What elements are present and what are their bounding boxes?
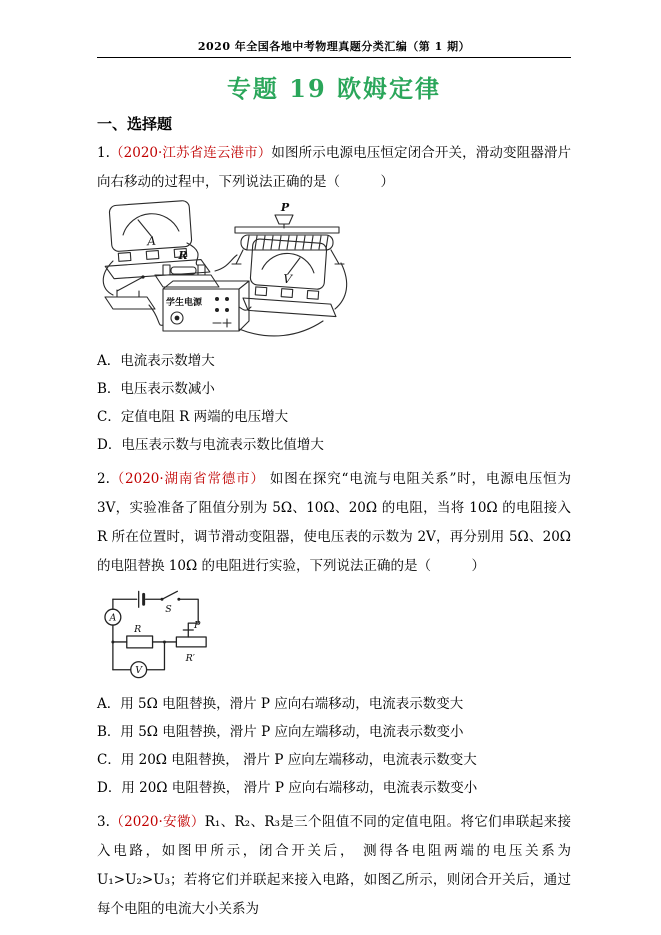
doc-title: 专题 19 欧姆定律 [226,74,442,103]
switch [105,275,155,309]
q2-option-b: B．用 5Ω 电阻替换，滑片 P 应向左端移动，电流表示数变小 [97,724,464,740]
voltmeter-label: V [282,271,293,287]
battery-symbol [139,591,144,607]
question-2-body: 如图在探究“电流与电阻关系”时，电源电压恒为3V，实验准备了阻值分别为 5Ω、10Ω、20Ω 的电阻，当将 10Ω 的电阻接入 R 所在位置时，调节滑动变阻器，使电压表的示数为 2V，再分别用 5Ω、20Ω 的电阻替换 10Ω 的电阻进行实验，下列说法正确的是（ ） [97,471,571,574]
ammeter-label: A [146,233,157,249]
rheostat-r-prime-label: R′ [185,652,195,664]
q1-option-b: B．电压表示数减小 [97,381,215,397]
q2-option-c: C．用 20Ω 电阻替换， 滑片 P 应向左端移动，电流表示数变大 [97,752,477,768]
page-header [97,40,571,54]
q2-circuit-schematic [99,587,223,682]
resistor-r-label: R [134,624,142,636]
question-3-number: 3. [97,814,110,830]
question-1-number: 1. [97,145,110,161]
question-2-text [97,465,571,581]
question-1-figure [99,199,571,343]
question-3-body: R₁、R₂、R₃是三个阻值不同的定值电阻。将它们串联起来接入电路，如图甲所示，闭合开关后， 测得各电阻两端的电压关系为 U₁>U₂>U₃；若将它们并联起来接入电路，如图乙所示，则闭合开关后，通过每个电阻的电流大小关系为 [97,814,571,917]
voltmeter-symbol [131,662,147,678]
q1-circuit-photo [99,199,349,339]
q2-option-d: D．用 20Ω 电阻替换， 滑片 P 应向右端移动，电流表示数变小 [97,780,478,796]
question-3-text [97,808,571,924]
header-divider [97,57,571,58]
rheostat-symbol [176,620,206,664]
question-1-text [97,139,571,197]
power-supply [163,281,249,331]
question-3-source: （2020·安徽） [109,814,205,830]
question-1-options [97,347,571,459]
slider-p-label: P [280,201,290,214]
resistor-r-label: R [178,249,188,262]
question-2-number: 2. [97,471,110,487]
switch-symbol [161,591,181,615]
ammeter-symbol [105,609,121,625]
question-2-options [97,690,571,802]
rheostat [232,201,344,264]
question-1-source: （2020·江苏省连云港市） [109,145,272,161]
question-2-figure [99,583,571,686]
junction-dot-left [111,640,114,643]
q1-option-c: C．定值电阻 R 两端的电压增大 [97,409,289,425]
slider-p-label: P [194,620,201,632]
question-1-body: 如图所示电源电压恒定闭合开关，滑动变阻器滑片向右移动的过程中，下列说法正确的是（ ） [97,145,571,190]
header-title: 2020 年全国各地中考物理真题分类汇编（第 1 期） [197,40,471,53]
junction-dot-right [163,640,166,643]
q1-option-a: A．电流表示数增大 [97,353,215,369]
switch-s-label: S [165,604,172,616]
ammeter-a-label: A [109,612,117,624]
section-heading: 一、选择题 [97,115,173,133]
voltmeter-v-label: V [135,665,143,677]
q2-option-a: A．用 5Ω 电阻替换，滑片 P 应向右端移动，电流表示数变大 [97,696,464,712]
power-supply-label: 学生电源 [166,298,203,308]
question-2-source: （2020·湖南省常德市） [109,471,265,487]
q1-option-d: D．电压表示数与电流表示数比值增大 [97,437,324,453]
resistor-symbol [127,624,153,648]
